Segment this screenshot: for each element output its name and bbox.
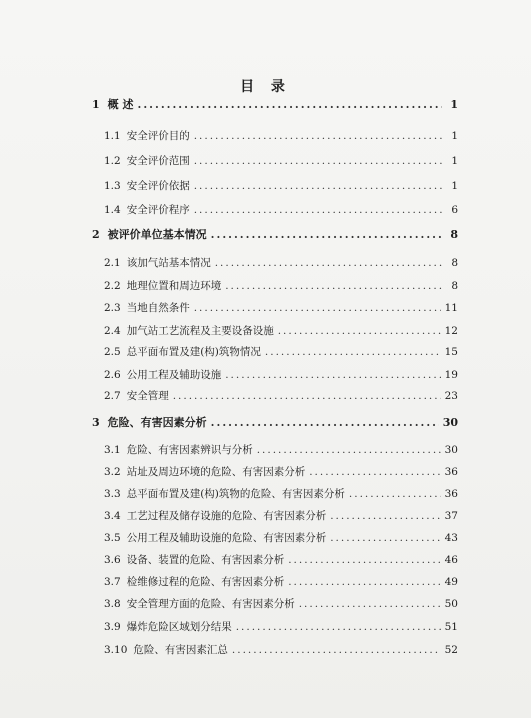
toc-entry-number: 3.4 bbox=[104, 510, 121, 522]
toc-section-entry bbox=[104, 300, 458, 315]
toc-entry-page: 6 bbox=[451, 204, 458, 216]
toc-entry-number: 3.7 bbox=[104, 576, 121, 588]
toc-entry-page: 49 bbox=[444, 576, 458, 588]
toc-entry-number: 1.2 bbox=[104, 155, 121, 167]
toc-entry-number: 3.6 bbox=[104, 554, 121, 566]
toc-leader-dots bbox=[349, 488, 441, 500]
toc-leader-dots bbox=[309, 466, 440, 478]
toc-leader-dots bbox=[257, 444, 441, 456]
toc-entry-page: 52 bbox=[444, 644, 458, 656]
toc-section-entry bbox=[104, 552, 458, 567]
toc-entry-number: 2.1 bbox=[104, 257, 121, 269]
toc-entry-page: 36 bbox=[444, 466, 458, 478]
toc-entry-label: 该加气站基本情况 bbox=[126, 257, 211, 269]
toc-section-entry bbox=[104, 255, 458, 270]
toc-entry-page: 37 bbox=[444, 510, 458, 522]
toc-section-entry bbox=[104, 508, 458, 523]
toc-section-entry bbox=[104, 530, 458, 545]
toc-entry-page: 36 bbox=[444, 488, 458, 500]
toc-section-entry bbox=[104, 128, 458, 143]
toc-entry-number: 3.8 bbox=[104, 598, 121, 610]
toc-section-entry bbox=[104, 464, 458, 479]
toc-chapter-entry bbox=[92, 96, 458, 112]
toc-entry-label: 设备、装置的危险、有害因素分析 bbox=[126, 554, 285, 566]
toc-entry-number: 3.1 bbox=[104, 444, 121, 456]
toc-section-entry bbox=[104, 388, 458, 403]
toc-entry-page: 1 bbox=[451, 180, 458, 192]
toc-section-entry bbox=[104, 344, 458, 359]
toc-leader-dots bbox=[194, 130, 442, 142]
toc-entry-label: 总平面布置及建(构)筑物的危险、有害因素分析 bbox=[126, 488, 345, 500]
toc-leader-dots bbox=[236, 621, 441, 633]
toc-entry-label: 加气站工艺流程及主要设备设施 bbox=[126, 325, 274, 337]
toc-leader-dots bbox=[215, 257, 442, 269]
toc-entry-page: 1 bbox=[450, 98, 458, 111]
toc-section-entry bbox=[104, 486, 458, 501]
toc-leader-dots bbox=[225, 280, 442, 292]
toc-entry-number: 1.4 bbox=[104, 204, 121, 216]
toc-entry-label: 概 述 bbox=[107, 98, 134, 111]
toc-section-entry bbox=[104, 442, 458, 457]
toc-leader-dots bbox=[211, 416, 439, 429]
toc-entry-label: 安全管理 bbox=[126, 390, 169, 402]
toc-entry-page: 43 bbox=[444, 532, 458, 544]
toc-entry-label: 安全评价程序 bbox=[126, 204, 190, 216]
toc-leader-dots bbox=[330, 532, 440, 544]
toc-entry-label: 地理位置和周边环境 bbox=[126, 280, 222, 292]
toc-entry-label: 安全管理方面的危险、有害因素分析 bbox=[126, 598, 295, 610]
toc-entry-page: 8 bbox=[451, 257, 458, 269]
toc-entry-page: 23 bbox=[444, 390, 458, 402]
toc-leader-dots bbox=[299, 598, 441, 610]
toc-entry-number: 1.1 bbox=[104, 130, 121, 142]
toc-section-entry bbox=[104, 202, 458, 217]
toc-entry-page: 30 bbox=[442, 416, 458, 429]
toc-entry-page: 1 bbox=[451, 155, 458, 167]
toc-entry-label: 安全评价依据 bbox=[126, 180, 190, 192]
toc-entry-label: 危险、有害因素分析 bbox=[107, 416, 207, 429]
toc-entry-label: 检维修过程的危险、有害因素分析 bbox=[126, 576, 285, 588]
toc-leader-dots bbox=[138, 98, 443, 111]
toc-entry-page: 12 bbox=[444, 325, 458, 337]
toc-entry-page: 11 bbox=[444, 302, 458, 314]
toc-entry-page: 15 bbox=[444, 346, 458, 358]
toc-entry-number: 3.3 bbox=[104, 488, 121, 500]
toc-entry-label: 公用工程及辅助设施的危险、有害因素分析 bbox=[126, 532, 327, 544]
toc-entry-page: 50 bbox=[444, 598, 458, 610]
toc-entry-page: 46 bbox=[444, 554, 458, 566]
toc-chapter-entry bbox=[92, 414, 458, 430]
toc-entry-page: 30 bbox=[444, 444, 458, 456]
toc-leader-dots bbox=[330, 510, 440, 522]
toc-leader-dots bbox=[194, 180, 442, 192]
toc-entry-label: 工艺过程及储存设施的危险、有害因素分析 bbox=[126, 510, 327, 522]
toc-leader-dots bbox=[211, 228, 442, 241]
toc-entry-label: 危险、有害因素辨识与分析 bbox=[126, 444, 253, 456]
toc-entry-label: 危险、有害因素汇总 bbox=[133, 644, 228, 656]
toc-entry-label: 爆炸危险区域划分结果 bbox=[126, 621, 232, 633]
toc-entry-number: 2.4 bbox=[104, 325, 121, 337]
toc-section-entry bbox=[104, 619, 458, 634]
toc-section-entry bbox=[104, 596, 458, 611]
toc-entry-label: 被评价单位基本情况 bbox=[107, 228, 207, 241]
toc-entry-number: 3.9 bbox=[104, 621, 121, 633]
toc-entry-page: 1 bbox=[451, 130, 458, 142]
toc-entry-number: 2.7 bbox=[104, 390, 121, 402]
toc-leader-dots bbox=[265, 346, 441, 358]
toc-title: 目 录 bbox=[240, 79, 291, 95]
toc-entry-number: 3.5 bbox=[104, 532, 121, 544]
toc-entry-number: 3 bbox=[92, 416, 100, 429]
toc-leader-dots bbox=[194, 155, 442, 167]
toc-entry-page: 51 bbox=[444, 621, 458, 633]
toc-entry-number: 3.10 bbox=[104, 644, 128, 656]
toc-entry-page: 8 bbox=[450, 228, 458, 241]
toc-entry-number: 2.5 bbox=[104, 346, 121, 358]
toc-entry-label: 站址及周边环境的危险、有害因素分析 bbox=[126, 466, 306, 478]
toc-entry-number: 2.6 bbox=[104, 369, 121, 381]
toc-section-entry bbox=[104, 367, 458, 382]
toc-entry-label: 安全评价目的 bbox=[126, 130, 190, 142]
toc-entry-number: 2.3 bbox=[104, 302, 121, 314]
toc-entry-number: 3.2 bbox=[104, 466, 121, 478]
toc-entry-number: 2 bbox=[92, 228, 100, 241]
toc-entry-number: 1 bbox=[92, 98, 100, 111]
toc-entry-label: 安全评价范围 bbox=[126, 155, 190, 167]
toc-entry-label: 公用工程及辅助设施 bbox=[126, 369, 222, 381]
toc-section-entry bbox=[104, 153, 458, 168]
toc-leader-dots bbox=[194, 204, 442, 216]
toc-entry-label: 当地自然条件 bbox=[126, 302, 190, 314]
toc-leader-dots bbox=[225, 369, 440, 381]
toc-section-entry bbox=[104, 278, 458, 293]
toc-entry-label: 总平面布置及建(构)筑物情况 bbox=[126, 346, 261, 358]
toc-section-entry bbox=[104, 178, 458, 193]
toc-chapter-entry bbox=[92, 226, 458, 242]
toc-section-entry bbox=[104, 323, 458, 338]
toc-leader-dots bbox=[173, 390, 441, 402]
toc-leader-dots bbox=[232, 644, 441, 656]
toc-leader-dots bbox=[194, 302, 441, 314]
toc-entry-page: 19 bbox=[444, 369, 458, 381]
toc-entry-number: 2.2 bbox=[104, 280, 121, 292]
toc-leader-dots bbox=[288, 576, 440, 588]
toc-leader-dots bbox=[278, 325, 441, 337]
toc-entry-page: 8 bbox=[451, 280, 458, 292]
toc-section-entry bbox=[104, 574, 458, 589]
toc-leader-dots bbox=[288, 554, 440, 566]
toc-section-entry bbox=[104, 642, 458, 657]
toc-entry-number: 1.3 bbox=[104, 180, 121, 192]
